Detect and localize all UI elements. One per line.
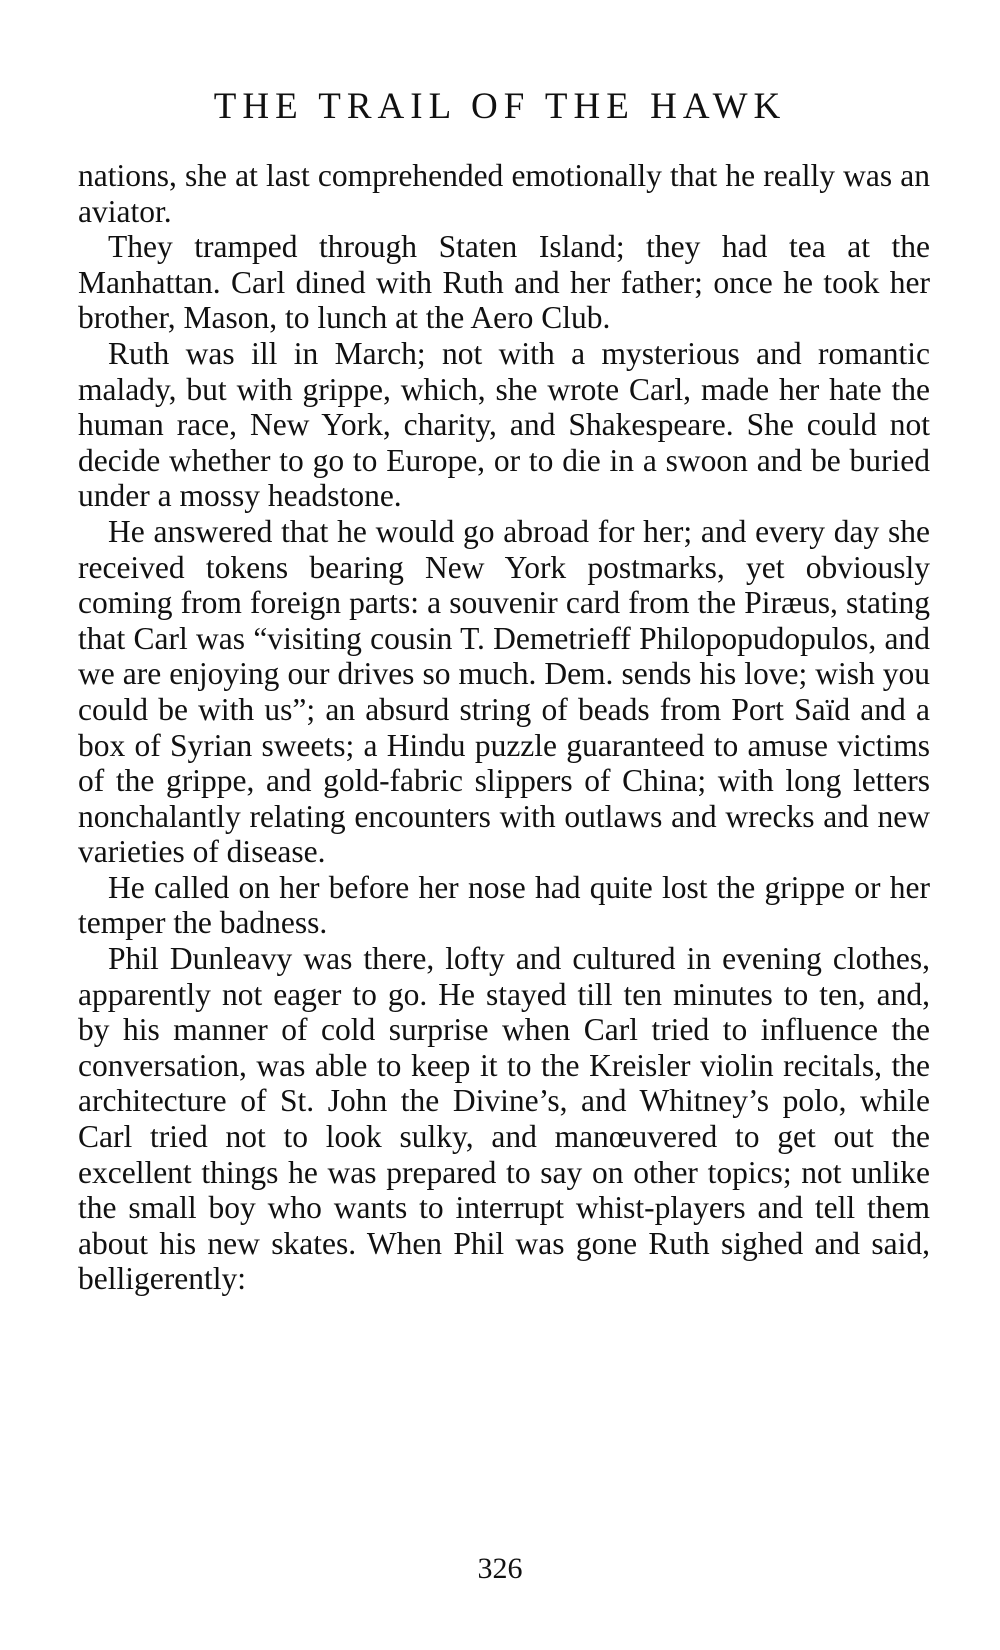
page-number: 326 — [477, 1552, 523, 1585]
paragraph-continued: nations, she at last comprehended emotionally that he really was an aviator. — [78, 158, 930, 229]
paragraph-staten-island: They tramped through Staten Island; they had tea at the Manhattan. Carl dined with Ruth and her father; once he took her brother, Mason, to lunch at the Aero Club. — [78, 229, 930, 336]
running-head: THE TRAIL OF THE HAWK — [213, 86, 787, 127]
paragraph-phil-dunleavy: Phil Dunleavy was there, lofty and cultured in evening clothes, apparently not eager to go. He stayed till ten minutes to ten, and, by his manner of cold surprise when Carl tried to influence the conversation, was able to keep it to the Kreisler violin recitals, the architecture of St. John the Divine’s, and Whitney’s polo, while Carl tried not to look sulky, and manœuvered to get out the excellent things he was prepared to say on other topics; not unlike the small boy who wants to interrupt whist-players and tell them about his new skates. When Phil was gone Ruth sighed and said, belligerently: — [78, 941, 930, 1297]
paragraph-tokens: He answered that he would go abroad for her; and every day she received tokens bearing New York postmarks, yet obviously coming from foreign parts: a souvenir card from the Piræus, stating that Carl was “visiting cousin T. Demetrieff Philopopudopulos, and we are enjoying our drives so much. Dem. sends his love; wish you could be with us”; an absurd string of beads from Port Saïd and a box of Syrian sweets; a Hindu puzzle guaranteed to amuse victims of the grippe, and gold-fabric slippers of China; with long letters nonchalantly relating encounters with outlaws and wrecks and new varieties of disease. — [78, 513, 930, 870]
paragraph-called-on-her: He called on her before her nose had quite lost the grippe or her temper the badness. — [78, 869, 930, 941]
body-text — [78, 158, 930, 1297]
paragraph-ruth-ill: Ruth was ill in March; not with a mysterious and romantic malady, but with grippe, which, she wrote Carl, made her hate the human race, New York, charity, and Shakespeare. She could not decide whether to go to Europe, or to die in a swoon and be buried under a mossy headstone. — [78, 335, 930, 514]
